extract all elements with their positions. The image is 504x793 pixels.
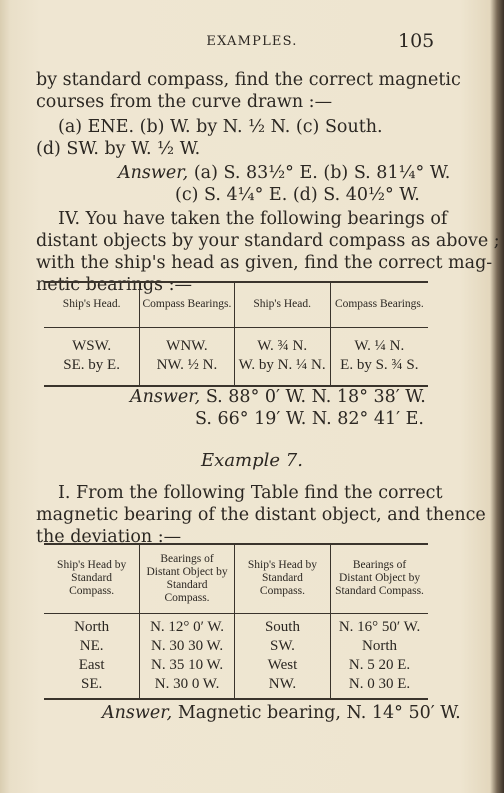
answer-2-line-2: S. 66° 19′ W. N. 82° 41′ E. (195, 409, 424, 429)
table-2-value: SE. (80, 675, 103, 692)
answer-label: Answer, (102, 703, 173, 723)
table-2-cell (331, 613, 428, 698)
answer-3-line (102, 703, 461, 723)
intro-line-1: by standard compass, find the correct magnetic (36, 70, 461, 90)
table-2-header: Bearings of Distant Object by Standard Compass. (331, 545, 428, 613)
answer-label: Answer, (118, 163, 189, 183)
answer-2-text: S. 88° 0′ W. N. 18° 38′ W. (205, 387, 426, 407)
question-line-1: (a) ENE. (b) W. by N. ½ N. (c) South. (58, 117, 383, 137)
page-number: 105 (398, 30, 435, 52)
section-iv-line-3: with the ship's head as given, find the correct mag- (36, 253, 493, 273)
table-1-header: Ship's Head. (234, 283, 330, 327)
example-caption: Example 7. (201, 450, 303, 471)
table-1-value: W. ¾ N. (257, 338, 308, 355)
table-2-value: North (74, 618, 110, 635)
question-line-2: (d) SW. by W. ½ W. (36, 139, 201, 159)
table-1-value: E. by S. ¾ S. (340, 357, 419, 374)
table-1-header: Compass Bearings. (140, 283, 234, 327)
example-7-line-2: magnetic bearing of the distant object, and thence (36, 505, 486, 525)
table-2-value: N. 12° 0′ W. (150, 618, 224, 635)
answer-3-text: Magnetic bearing, N. 14° 50′ W. (177, 703, 461, 723)
table-2-header: Ship's Head by Standard Compass. (234, 545, 330, 613)
answer-1-line-2: (c) S. 4¼° E. (d) S. 40½° W. (175, 185, 420, 205)
table-2-value: NW. (268, 675, 297, 692)
table-2-value: N. 30 0 W. (154, 675, 220, 692)
table-1-value: W. by N. ¼ N. (238, 357, 326, 374)
table-1-cell (330, 327, 428, 385)
table-2-cell (140, 613, 235, 698)
table-1-value: SE. by E. (63, 357, 120, 374)
table-1-cell (44, 327, 140, 385)
table-2-value: East (78, 656, 105, 673)
table-2-cell (234, 613, 330, 698)
table-2-cell (44, 613, 140, 698)
table-2-value: N. 35 10 W. (150, 656, 224, 673)
example-7-line-3: the deviation :— (36, 527, 182, 547)
table-2-value: North (362, 637, 398, 654)
section-iv-line-1: IV. You have taken the following bearings of (58, 209, 448, 229)
table-2-value: South (264, 618, 300, 635)
table-1-value: NW. ½ N. (156, 357, 218, 374)
table-1-value: W. ¼ N. (354, 338, 405, 355)
table-1-cell (140, 327, 234, 385)
table-2-value: N. 30 30 W. (150, 637, 224, 654)
bearings-table-1 (44, 281, 428, 387)
answer-2-line-1 (130, 387, 426, 407)
running-head: EXAMPLES. (206, 34, 298, 49)
answer-1-line-1 (118, 163, 450, 183)
answer-1-text: (a) S. 83½° E. (b) S. 81¼° W. (193, 163, 451, 183)
table-1-header: Ship's Head. (44, 283, 140, 327)
table-2-value: N. 5 20 E. (348, 656, 411, 673)
section-iv-line-4: netic bearings :— (36, 275, 192, 295)
table-2-value: N. 16° 50′ W. (338, 618, 421, 635)
section-iv-line-2: distant objects by your standard compass as above ; (36, 231, 500, 251)
table-1-value: WSW. (72, 338, 112, 355)
bearings-table-2 (44, 543, 428, 700)
table-2-value: SW. (270, 637, 295, 654)
answer-label: Answer, (130, 387, 201, 407)
example-7-line-1: I. From the following Table find the correct (58, 483, 443, 503)
table-1-cell (234, 327, 330, 385)
intro-line-2: courses from the curve drawn :— (36, 92, 333, 112)
table-2-value: NE. (79, 637, 104, 654)
table-2-value: West (267, 656, 298, 673)
table-2-header: Ship's Head by Standard Compass. (44, 545, 140, 613)
table-2-header: Bearings of Distant Object by Standard Compass. (140, 545, 235, 613)
table-2-value: N. 0 30 E. (348, 675, 411, 692)
table-1-header: Compass Bearings. (330, 283, 428, 327)
table-1-value: WNW. (166, 338, 208, 355)
